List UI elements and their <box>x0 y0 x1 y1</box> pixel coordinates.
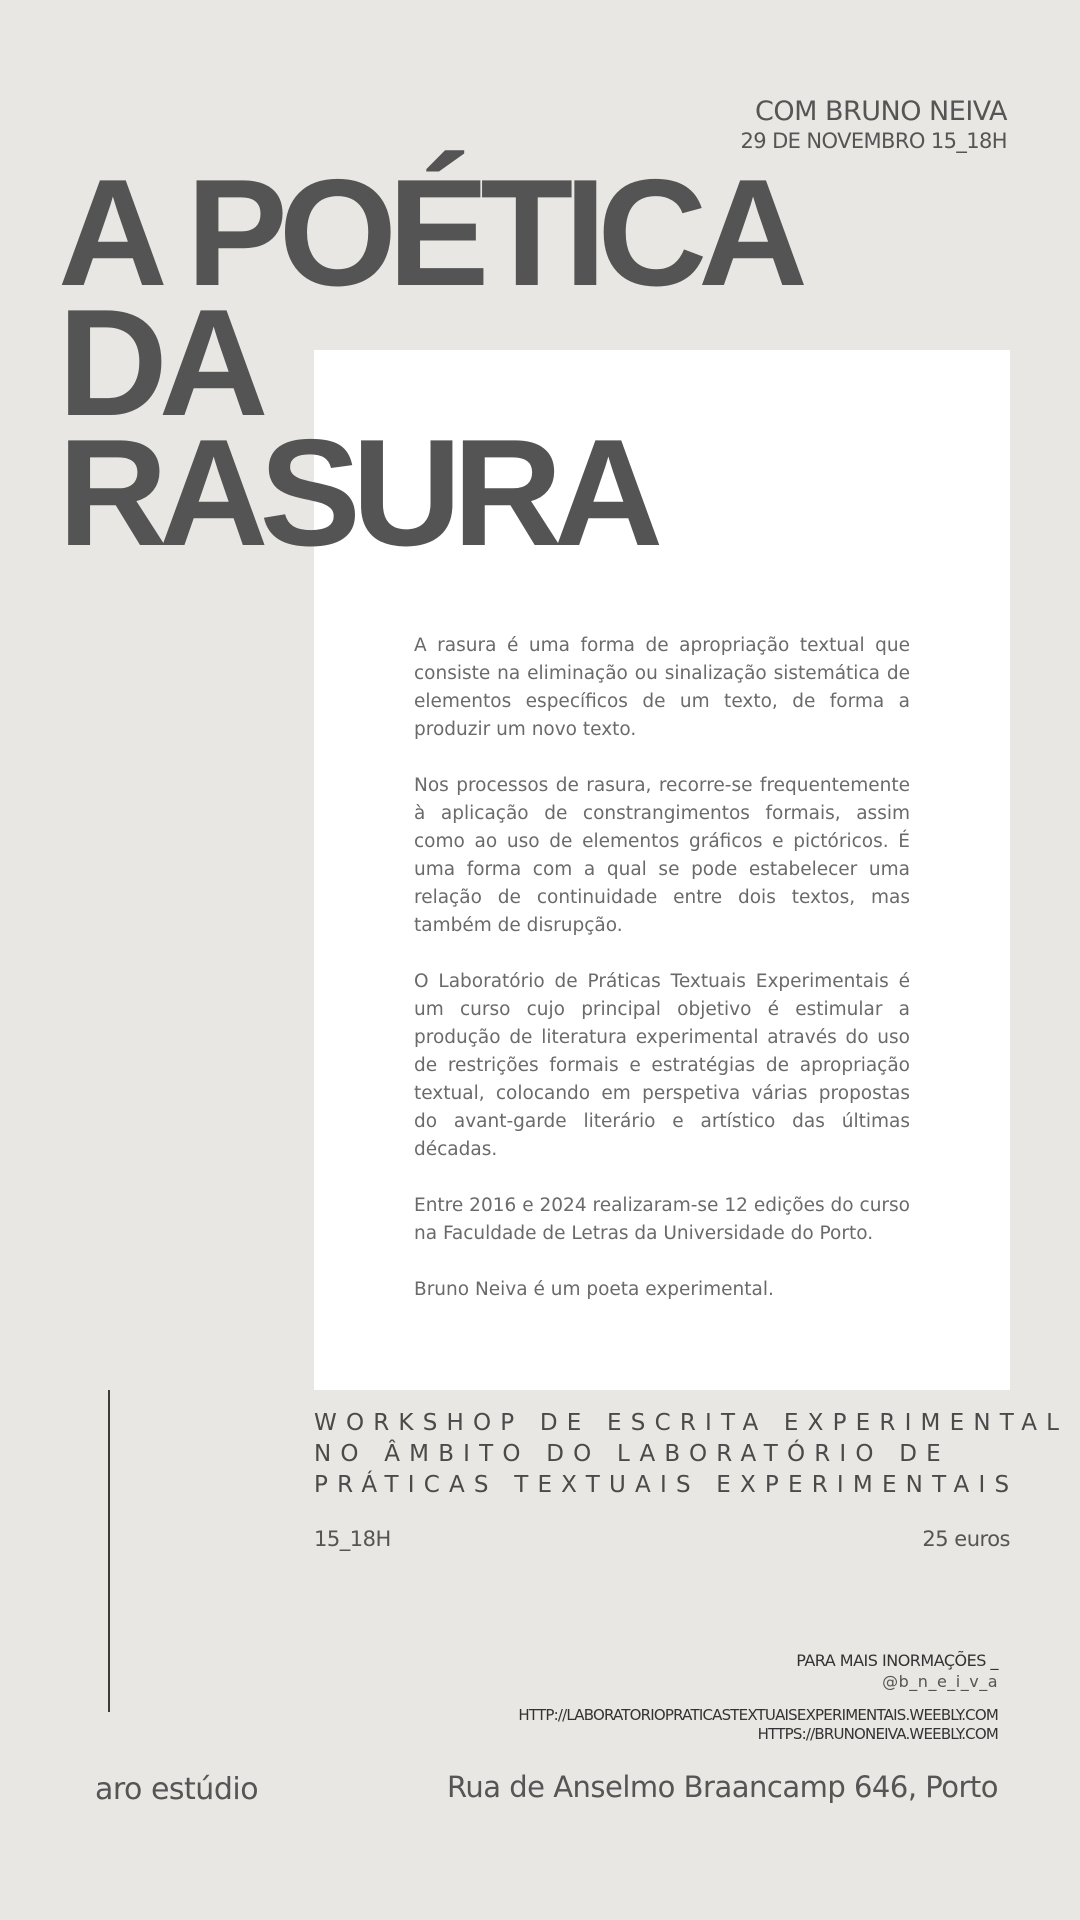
title-line-1: A POÉTICA <box>58 148 799 318</box>
more-info <box>796 1650 998 1692</box>
workshop-line-2: NO ÂMBITO DO LABORATÓRIO DE <box>314 1441 950 1467</box>
event-hours: 15_18H <box>314 1527 391 1551</box>
workshop-line-1: WORKSHOP DE ESCRITA EXPERIMENTAL <box>314 1410 1069 1436</box>
description <box>414 632 910 1332</box>
more-info-label: PARA MAIS INORMAÇÕES _ <box>796 1651 998 1670</box>
title-line-2: DA <box>58 278 260 448</box>
title-line-3: RASURA <box>58 408 655 578</box>
lab-website-link[interactable]: HTTP://LABORATORIOPRATICASTEXTUAISEXPERIMENTAIS.WEEBLY.COM <box>518 1706 998 1724</box>
workshop-subtitle <box>314 1408 1069 1501</box>
event-header <box>741 96 1007 154</box>
event-date: 29 DE NOVEMBRO 15_18H <box>740 129 1007 153</box>
event-price: 25 euros <box>922 1527 1010 1551</box>
poster-title <box>58 148 799 578</box>
personal-website-link[interactable]: HTTPS://BRUNONEIVA.WEEBLY.COM <box>757 1725 998 1743</box>
paragraph: O Laboratório de Práticas Textuais Experimentais é um curso cujo principal objetivo é estimular a produção de literatura experimental através do uso de restrições formais e estratégias de apropriação textual, colocando em perspetiva várias propostas do avant-garde literário e artístico das últimas décadas. <box>414 971 910 1160</box>
vertical-divider <box>108 1390 110 1712</box>
venue-address: Rua de Anselmo Braancamp 646, Porto <box>447 1770 998 1804</box>
paragraph: Entre 2016 e 2024 realizaram-se 12 edições do curso na Faculdade de Letras da Universidade do Porto. <box>414 1195 910 1244</box>
paragraph: Bruno Neiva é um poeta experimental. <box>414 1279 774 1300</box>
studio-name: aro estúdio <box>95 1772 259 1807</box>
paragraph: A rasura é uma forma de apropriação textual que consiste na eliminação ou sinalização sistemática de elementos específicos de um texto, de forma a produzir um novo texto. <box>414 635 910 740</box>
website-links <box>518 1706 998 1744</box>
workshop-line-3: PRÁTICAS TEXTUAIS EXPERIMENTAIS <box>314 1472 1019 1498</box>
social-handle[interactable]: @b_n_e_i_v_a <box>882 1672 998 1691</box>
paragraph: Nos processos de rasura, recorre-se frequentemente à aplicação de constrangimentos formais, assim como ao uso de elementos gráficos e pictóricos. É uma forma com a qual se pode estabelecer uma relação de continuidade entre dois textos, mas também de disrupção. <box>414 775 910 936</box>
presenter-name: COM BRUNO NEIVA <box>755 96 1007 127</box>
